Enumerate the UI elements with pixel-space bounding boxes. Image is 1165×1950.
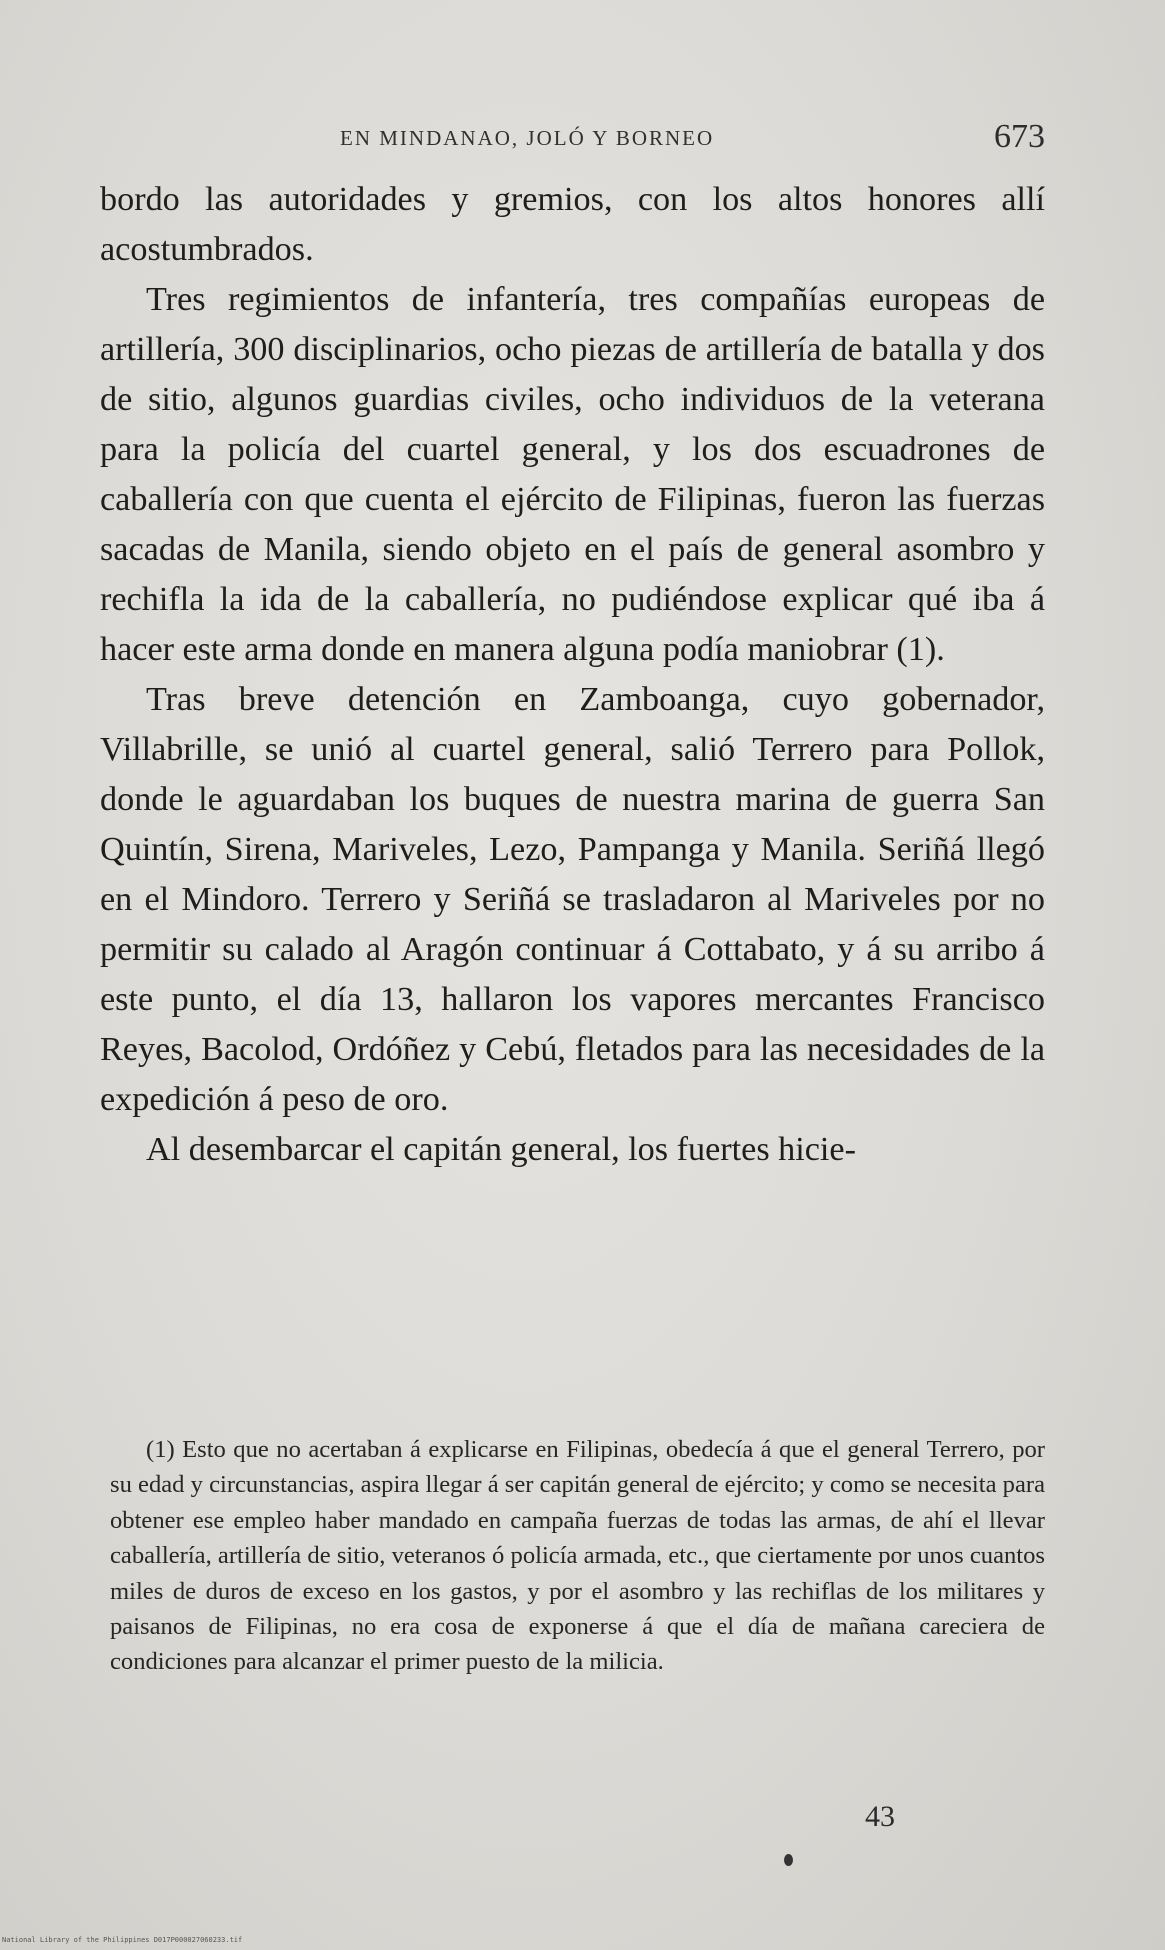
- running-head: [100, 118, 1045, 158]
- footnote-1: (1) Esto que no acertaban á explicarse en Filipinas, obedecía á que el general Terrero, por su edad y circunstancias, aspira llegar á ser capitán general de ejército; y como se necesita para obtener ese empleo haber mandado en campaña fuerzas de todas las armas, de ahí el llevar caballería, artillería de sitio, veteranos ó policía armada, etc., que ciertamente por unos cuantos miles de duros de exceso en los gastos, y por el asombro y las rechiflas de los militares y paisanos de Filipinas, no era cosa de exponerse á que el día de mañana careciera de condiciones para alcanzar el primer puesto de la milicia.: [110, 1436, 1045, 1676]
- body-text: [100, 175, 1045, 1175]
- paragraph-2: Tres regimientos de infantería, tres compañías europeas de artillería, 300 disciplinarios, ocho piezas de artillería de batalla y dos de sitio, algunos guardias civiles, ocho individuos de la veterana para la policía del cuartel general, y los dos escuadrones de caballería con que cuenta el ejército de Filipinas, fueron las fuerzas sacadas de Manila, siendo objeto en el país de general asombro y rechifla la ida de la caballería, no pudiéndose explicar qué iba á hacer este arma donde en manera alguna podía maniobrar (1).: [100, 281, 1045, 668]
- page-number: 673: [994, 118, 1045, 155]
- paragraph-4: Al desembarcar el capitán general, los fuertes hicie-: [146, 1131, 856, 1168]
- footnotes: [110, 1432, 1045, 1680]
- paragraph-3: Tras breve detención en Zamboanga, cuyo gobernador, Villabrille, se unió al cuartel general, salió Terrero para Pollok, donde le aguardaban los buques de nuestra marina de guerra San Quintín, Sirena, Mariveles, Lezo, Pampanga y Manila. Seriñá llegó en el Mindoro. Terrero y Seriñá se trasladaron al Mariveles por no permitir su calado al Aragón continuar á Cottabato, y á su arribo á este punto, el día 13, hallaron los vapores mercantes Francisco Reyes, Bacolod, Ordóñez y Cebú, fletados para las necesidades de la expedición á peso de oro.: [100, 681, 1045, 1118]
- paragraph-1: bordo las autoridades y gremios, con los altos honores allí acostumbrados.: [100, 181, 1045, 268]
- scan-credit: National Library of the Philippines D017P000027060233.tif: [2, 1936, 243, 1944]
- running-title: EN MINDANAO, JOLÓ Y BORNEO: [340, 126, 715, 150]
- signature-mark: 43: [865, 1800, 895, 1833]
- ink-dot: [784, 1854, 793, 1866]
